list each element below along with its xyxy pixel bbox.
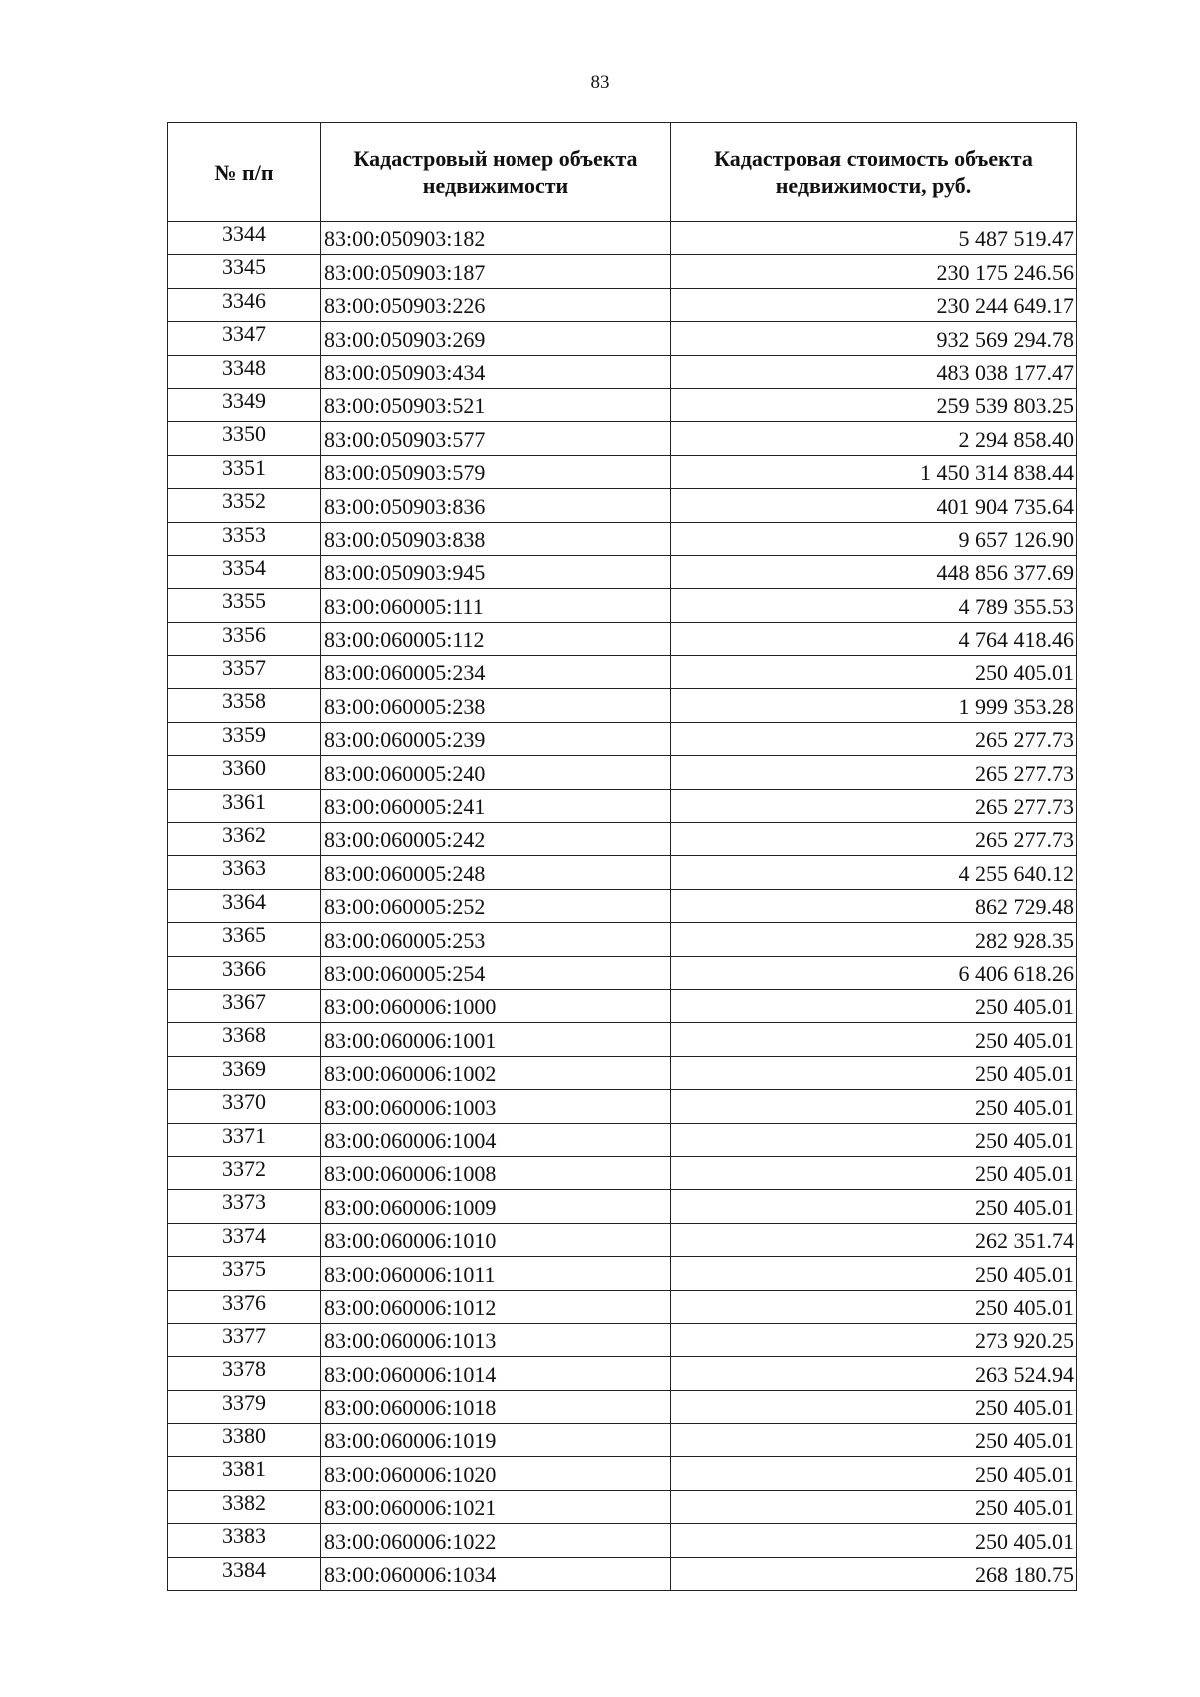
cadastral-value-cell: 4 789 355.53 — [671, 589, 1077, 622]
cadastral-value-cell: 265 277.73 — [671, 756, 1077, 789]
row-number-cell: 3361 — [168, 789, 321, 822]
table-row — [168, 522, 1077, 555]
cadastral-number-cell: 83:00:050903:187 — [321, 255, 671, 288]
row-number-cell: 3362 — [168, 823, 321, 856]
cadastral-value-cell: 4 764 418.46 — [671, 622, 1077, 655]
row-number-cell: 3345 — [168, 255, 321, 288]
table-row — [168, 589, 1077, 622]
row-number-cell: 3352 — [168, 489, 321, 522]
row-number-cell: 3365 — [168, 923, 321, 956]
cadastral-number-cell: 83:00:060006:1022 — [321, 1524, 671, 1557]
cadastral-value-cell: 250 405.01 — [671, 1290, 1077, 1323]
cadastral-number-cell: 83:00:060005:253 — [321, 923, 671, 956]
cadastral-value-cell: 9 657 126.90 — [671, 522, 1077, 555]
cadastral-value-cell: 230 175 246.56 — [671, 255, 1077, 288]
table-row — [168, 1123, 1077, 1156]
table-row — [168, 422, 1077, 455]
table-row — [168, 555, 1077, 588]
table-row — [168, 255, 1077, 288]
cadastral-number-cell: 83:00:060005:111 — [321, 589, 671, 622]
cadastral-number-cell: 83:00:060006:1018 — [321, 1390, 671, 1423]
cadastral-value-cell: 250 405.01 — [671, 1390, 1077, 1423]
cadastral-value-cell: 250 405.01 — [671, 1490, 1077, 1523]
header-cadastral-value: Кадастровая стоимость объекта недвижимости, руб. — [671, 123, 1077, 222]
cadastral-number-cell: 83:00:060006:1011 — [321, 1257, 671, 1290]
cadastral-value-cell: 1 450 314 838.44 — [671, 455, 1077, 488]
cadastral-value-cell: 259 539 803.25 — [671, 388, 1077, 421]
cadastral-value-cell: 483 038 177.47 — [671, 355, 1077, 388]
cadastral-value-cell: 250 405.01 — [671, 1090, 1077, 1123]
cadastral-value-cell: 401 904 735.64 — [671, 489, 1077, 522]
cadastral-value-cell: 862 729.48 — [671, 889, 1077, 922]
cadastral-value-cell: 273 920.25 — [671, 1323, 1077, 1356]
cadastral-value-cell: 250 405.01 — [671, 989, 1077, 1022]
row-number-cell: 3376 — [168, 1290, 321, 1323]
row-number-cell: 3373 — [168, 1190, 321, 1223]
row-number-cell: 3366 — [168, 956, 321, 989]
cadastral-value-cell: 262 351.74 — [671, 1223, 1077, 1256]
table-row — [168, 823, 1077, 856]
row-number-cell: 3368 — [168, 1023, 321, 1056]
row-number-cell: 3382 — [168, 1490, 321, 1523]
cadastral-number-cell: 83:00:050903:836 — [321, 489, 671, 522]
cadastral-number-cell: 83:00:060005:248 — [321, 856, 671, 889]
row-number-cell: 3371 — [168, 1123, 321, 1156]
table-row — [168, 222, 1077, 255]
table-body — [168, 222, 1077, 1591]
row-number-cell: 3353 — [168, 522, 321, 555]
cadastral-number-cell: 83:00:050903:577 — [321, 422, 671, 455]
cadastral-value-cell: 250 405.01 — [671, 1457, 1077, 1490]
row-number-cell: 3374 — [168, 1223, 321, 1256]
cadastral-number-cell: 83:00:050903:269 — [321, 322, 671, 355]
cadastral-value-cell: 448 856 377.69 — [671, 555, 1077, 588]
cadastral-number-cell: 83:00:060005:112 — [321, 622, 671, 655]
cadastral-number-cell: 83:00:050903:579 — [321, 455, 671, 488]
table-row — [168, 889, 1077, 922]
cadastral-value-cell: 265 277.73 — [671, 722, 1077, 755]
table-row — [168, 789, 1077, 822]
cadastral-number-cell: 83:00:060006:1034 — [321, 1557, 671, 1590]
cadastral-value-cell: 268 180.75 — [671, 1557, 1077, 1590]
table-row — [168, 1257, 1077, 1290]
row-number-cell: 3364 — [168, 889, 321, 922]
row-number-cell: 3347 — [168, 322, 321, 355]
cadastral-number-cell: 83:00:060006:1012 — [321, 1290, 671, 1323]
cadastral-value-cell: 250 405.01 — [671, 656, 1077, 689]
row-number-cell: 3346 — [168, 288, 321, 321]
table-row — [168, 388, 1077, 421]
cadastral-number-cell: 83:00:060005:239 — [321, 722, 671, 755]
cadastral-number-cell: 83:00:060006:1001 — [321, 1023, 671, 1056]
cadastral-table — [167, 122, 1077, 1591]
table-row — [168, 1223, 1077, 1256]
cadastral-number-cell: 83:00:060006:1008 — [321, 1156, 671, 1189]
cadastral-value-cell: 1 999 353.28 — [671, 689, 1077, 722]
table-row — [168, 1457, 1077, 1490]
table-row — [168, 355, 1077, 388]
cadastral-number-cell: 83:00:060005:241 — [321, 789, 671, 822]
cadastral-number-cell: 83:00:050903:838 — [321, 522, 671, 555]
table-row — [168, 1424, 1077, 1457]
row-number-cell: 3367 — [168, 989, 321, 1022]
row-number-cell: 3358 — [168, 689, 321, 722]
table-row — [168, 923, 1077, 956]
cadastral-value-cell: 4 255 640.12 — [671, 856, 1077, 889]
row-number-cell: 3375 — [168, 1257, 321, 1290]
table-row — [168, 956, 1077, 989]
table-row — [168, 1357, 1077, 1390]
row-number-cell: 3356 — [168, 622, 321, 655]
cadastral-value-cell: 2 294 858.40 — [671, 422, 1077, 455]
cadastral-number-cell: 83:00:060006:1010 — [321, 1223, 671, 1256]
row-number-cell: 3379 — [168, 1390, 321, 1423]
table-row — [168, 689, 1077, 722]
row-number-cell: 3354 — [168, 555, 321, 588]
row-number-cell: 3384 — [168, 1557, 321, 1590]
cadastral-value-cell: 282 928.35 — [671, 923, 1077, 956]
cadastral-number-cell: 83:00:060005:234 — [321, 656, 671, 689]
page-number: 83 — [590, 72, 610, 93]
cadastral-value-cell: 265 277.73 — [671, 789, 1077, 822]
table-row — [168, 489, 1077, 522]
row-number-cell: 3357 — [168, 656, 321, 689]
row-number-cell: 3380 — [168, 1424, 321, 1457]
cadastral-number-cell: 83:00:050903:434 — [321, 355, 671, 388]
cadastral-value-cell: 250 405.01 — [671, 1424, 1077, 1457]
cadastral-number-cell: 83:00:060006:1003 — [321, 1090, 671, 1123]
row-number-cell: 3383 — [168, 1524, 321, 1557]
row-number-cell: 3344 — [168, 222, 321, 255]
header-cadastral-number: Кадастровый номер объекта недвижимости — [321, 123, 671, 222]
cadastral-number-cell: 83:00:060005:242 — [321, 823, 671, 856]
cadastral-value-cell: 250 405.01 — [671, 1023, 1077, 1056]
header-num: № п/п — [168, 123, 321, 222]
table-row — [168, 856, 1077, 889]
cadastral-value-cell: 265 277.73 — [671, 823, 1077, 856]
row-number-cell: 3370 — [168, 1090, 321, 1123]
table-row — [168, 1156, 1077, 1189]
cadastral-number-cell: 83:00:060005:252 — [321, 889, 671, 922]
cadastral-value-cell: 250 405.01 — [671, 1257, 1077, 1290]
table-row — [168, 1524, 1077, 1557]
cadastral-number-cell: 83:00:050903:945 — [321, 555, 671, 588]
table-row — [168, 1490, 1077, 1523]
row-number-cell: 3351 — [168, 455, 321, 488]
table-row — [168, 622, 1077, 655]
cadastral-value-cell: 250 405.01 — [671, 1056, 1077, 1089]
table-row — [168, 1090, 1077, 1123]
cadastral-number-cell: 83:00:060006:1020 — [321, 1457, 671, 1490]
cadastral-number-cell: 83:00:060006:1013 — [321, 1323, 671, 1356]
row-number-cell: 3350 — [168, 422, 321, 455]
cadastral-number-cell: 83:00:060006:1021 — [321, 1490, 671, 1523]
table-row — [168, 322, 1077, 355]
table-row — [168, 288, 1077, 321]
cadastral-number-cell: 83:00:060006:1000 — [321, 989, 671, 1022]
table-row — [168, 1023, 1077, 1056]
cadastral-number-cell: 83:00:050903:226 — [321, 288, 671, 321]
cadastral-value-cell: 6 406 618.26 — [671, 956, 1077, 989]
cadastral-value-cell: 250 405.01 — [671, 1123, 1077, 1156]
table-row — [168, 656, 1077, 689]
table-row — [168, 1557, 1077, 1590]
row-number-cell: 3348 — [168, 355, 321, 388]
cadastral-number-cell: 83:00:050903:521 — [321, 388, 671, 421]
cadastral-number-cell: 83:00:050903:182 — [321, 222, 671, 255]
cadastral-value-cell: 230 244 649.17 — [671, 288, 1077, 321]
cadastral-value-cell: 250 405.01 — [671, 1190, 1077, 1223]
table-header — [168, 123, 1077, 222]
cadastral-number-cell: 83:00:060005:254 — [321, 956, 671, 989]
table-row — [168, 756, 1077, 789]
cadastral-value-cell: 5 487 519.47 — [671, 222, 1077, 255]
row-number-cell: 3363 — [168, 856, 321, 889]
row-number-cell: 3369 — [168, 1056, 321, 1089]
row-number-cell: 3359 — [168, 722, 321, 755]
table-row — [168, 1056, 1077, 1089]
cadastral-number-cell: 83:00:060005:240 — [321, 756, 671, 789]
row-number-cell: 3360 — [168, 756, 321, 789]
cadastral-value-cell: 250 405.01 — [671, 1156, 1077, 1189]
table-row — [168, 1323, 1077, 1356]
table-row — [168, 1190, 1077, 1223]
row-number-cell: 3377 — [168, 1323, 321, 1356]
cadastral-number-cell: 83:00:060006:1002 — [321, 1056, 671, 1089]
table-row — [168, 455, 1077, 488]
row-number-cell: 3349 — [168, 388, 321, 421]
row-number-cell: 3355 — [168, 589, 321, 622]
row-number-cell: 3378 — [168, 1357, 321, 1390]
table-row — [168, 989, 1077, 1022]
row-number-cell: 3381 — [168, 1457, 321, 1490]
row-number-cell: 3372 — [168, 1156, 321, 1189]
cadastral-number-cell: 83:00:060005:238 — [321, 689, 671, 722]
cadastral-number-cell: 83:00:060006:1009 — [321, 1190, 671, 1223]
table-row — [168, 722, 1077, 755]
header-row — [168, 123, 1077, 222]
cadastral-number-cell: 83:00:060006:1014 — [321, 1357, 671, 1390]
table-row — [168, 1290, 1077, 1323]
table-row — [168, 1390, 1077, 1423]
cadastral-value-cell: 263 524.94 — [671, 1357, 1077, 1390]
cadastral-value-cell: 932 569 294.78 — [671, 322, 1077, 355]
cadastral-number-cell: 83:00:060006:1004 — [321, 1123, 671, 1156]
cadastral-number-cell: 83:00:060006:1019 — [321, 1424, 671, 1457]
cadastral-value-cell: 250 405.01 — [671, 1524, 1077, 1557]
